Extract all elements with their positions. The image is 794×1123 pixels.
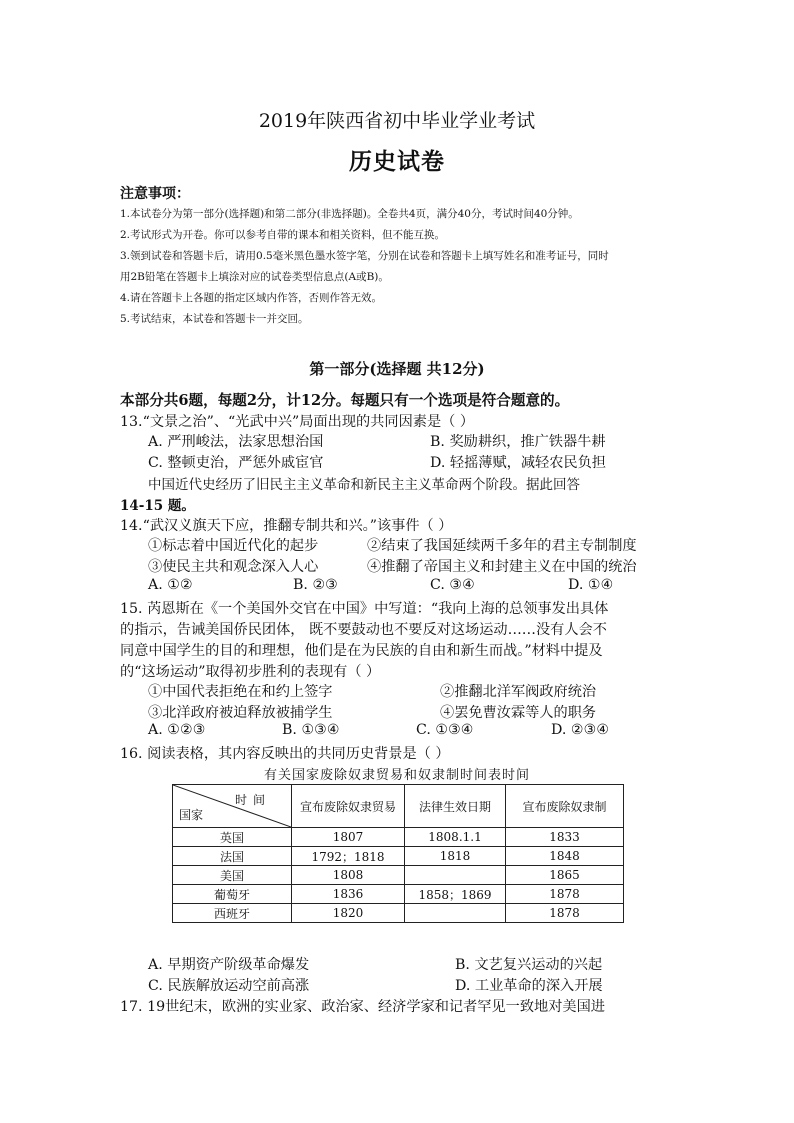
note-item: 4.请在答题卡上各题的指定区域内作答，否则作答无效。 <box>120 292 383 304</box>
note-item: 2.考试形式为开卷。你可以参考自带的课本和相关资料，但不能互换。 <box>120 229 446 241</box>
q13-option-b: B. 奖励耕织，推广铁器牛耕 <box>430 434 606 450</box>
note-item: 5.考试结束，本试卷和答题卡一并交回。 <box>120 313 309 325</box>
table-cell: 1865 <box>506 866 624 885</box>
q16-option-b: B. 文艺复兴运动的兴起 <box>455 957 603 973</box>
q15-statement-2: ②推翻北洋军阀政府统治 <box>440 684 597 700</box>
q15-stem-line: 同意中国学生的目的和理想，他们是在为民族的自由和新生而战。”材料中提及 <box>120 643 603 659</box>
table-header-row <box>173 785 624 828</box>
q15-statement-3: ③北洋政府被迫释放被捕学生 <box>148 705 333 721</box>
table-cell-country: 法国 <box>173 847 292 866</box>
header-time: 时间 <box>234 793 271 807</box>
note-item: 1.本试卷分为第一部分(选择题)和第二部分(非选择题)。全卷共4页，满分40分，考试时间40分钟。 <box>120 208 579 220</box>
q15-stem-line: 的指示，告诫美国侨民团体， 既不要鼓动也不要反对这场运动……没有人会不 <box>120 622 607 638</box>
q15-stem: 15. 芮恩斯在《一个美国外交官在中国》中写道：“我向上海的总领事发出具体 <box>120 601 609 617</box>
part1-intro: 本部分共6题，每题2分，计12分。每题只有一个选项是符合题意的。 <box>120 392 570 409</box>
table-cell: 1878 <box>506 885 624 904</box>
table-cell: 1848 <box>506 847 624 866</box>
q14-statement-3: ③使民主共和观念深入人心 <box>148 559 319 575</box>
q16-option-c: C. 民族解放运动空前高涨 <box>148 978 310 994</box>
table-cell: 1818 <box>405 847 506 866</box>
table-cell: 1808 <box>292 866 405 885</box>
table-cell: 1792；1818 <box>292 847 405 866</box>
table-cell: 1820 <box>292 904 405 923</box>
table-cell-country: 西班牙 <box>173 904 292 923</box>
table-row <box>173 847 624 866</box>
table-cell <box>405 904 506 923</box>
table-cell-country: 英国 <box>173 828 292 847</box>
q14-option-a: A. ①② <box>148 577 193 593</box>
q17-stem: 17. 19世纪末，欧洲的实业家、政治家、经济学家和记者罕见一致地对美国进 <box>120 999 605 1015</box>
table-cell: 1808.1.1 <box>405 828 506 847</box>
table-cell: 1878 <box>506 904 624 923</box>
slavery-abolition-table <box>172 784 624 923</box>
q15-option-a: A. ①②③ <box>148 722 206 738</box>
q14-statement-2: ②结束了我国延续两千多年的君主专制制度 <box>367 538 637 554</box>
q13-option-d: D. 轻摇薄赋，减轻农民负担 <box>430 455 606 471</box>
q13-option-c: C. 整顿吏治，严惩外戚宦官 <box>148 455 324 471</box>
note-item: 用2B铅笔在答题卡上填涂对应的试卷类型信息点(A或B)。 <box>120 271 389 283</box>
q14-option-c: C. ③④ <box>430 577 475 593</box>
table-row <box>173 904 624 923</box>
q15-statement-1: ①中国代表拒绝在和约上签字 <box>148 684 333 700</box>
table-cell: 1836 <box>292 885 405 904</box>
q14-statement-1: ①标志着中国近代化的起步 <box>148 538 319 554</box>
table-cell-country: 葡萄牙 <box>173 885 292 904</box>
q16-stem: 16. 阅读表格，其内容反映出的共同历史背景是（ ） <box>120 746 450 762</box>
exam-title: 2019年陕西省初中毕业学业考试 <box>258 110 536 132</box>
material-note: 中国近代史经历了旧民主主义革命和新民主主义革命两个阶段。据此回答 <box>148 477 580 493</box>
q14-option-d: D. ①④ <box>568 577 614 593</box>
column-header: 法律生效日期 <box>405 785 506 828</box>
q15-statement-4: ④罢免曹汝霖等人的职务 <box>440 705 597 721</box>
q13-option-a: A. 严刑峻法，法家思想治国 <box>148 434 324 450</box>
note-item: 3.领到试卷和答题卡后，请用0.5毫米黑色墨水签字笔，分别在试卷和答题卡上填写姓名和准考证号，同时 <box>120 250 609 262</box>
q14-stem: 14.“武汉义旗天下应，推翻专制共和兴。”该事件（ ） <box>120 518 453 534</box>
q15-option-b: B. ①③④ <box>282 722 340 738</box>
exam-subtitle: 历史试卷 <box>349 148 445 175</box>
q15-option-c: C. ①③④ <box>416 722 474 738</box>
table-caption: 有关国家废除奴隶贸易和奴隶制时间表时间 <box>263 768 530 783</box>
q15-stem-line: 的“这场运动”取得初步胜利的表现有（ ） <box>120 664 381 680</box>
q14-statement-4: ④推翻了帝国主义和封建主义在中国的统治 <box>367 559 637 575</box>
q16-option-d: D. 工业革命的深入开展 <box>455 978 603 994</box>
q13-stem: 13.“文景之治”、“光武中兴”局面出现的共同因素是（ ） <box>120 414 475 430</box>
q16-option-a: A. 早期资产阶级革命爆发 <box>148 957 310 973</box>
q14-option-b: B. ②③ <box>293 577 338 593</box>
column-header: 宣布废除奴隶贸易 <box>292 785 405 828</box>
table-row <box>173 885 624 904</box>
material-note-cont: 14-15 题。 <box>120 498 195 514</box>
q15-option-d: D. ②③④ <box>551 722 610 738</box>
table-cell-country: 美国 <box>173 866 292 885</box>
table-row <box>173 866 624 885</box>
table-cell: 1833 <box>506 828 624 847</box>
table-cell <box>405 866 506 885</box>
part1-heading: 第一部分(选择题 共12分) <box>309 360 485 378</box>
table-corner-header <box>173 785 292 828</box>
table-row <box>173 828 624 847</box>
header-country: 国家 <box>179 808 204 822</box>
table-cell: 1858；1869 <box>405 885 506 904</box>
column-header: 宣布废除奴隶制 <box>506 785 624 828</box>
notes-heading: 注意事项： <box>120 186 190 202</box>
table-cell: 1807 <box>292 828 405 847</box>
